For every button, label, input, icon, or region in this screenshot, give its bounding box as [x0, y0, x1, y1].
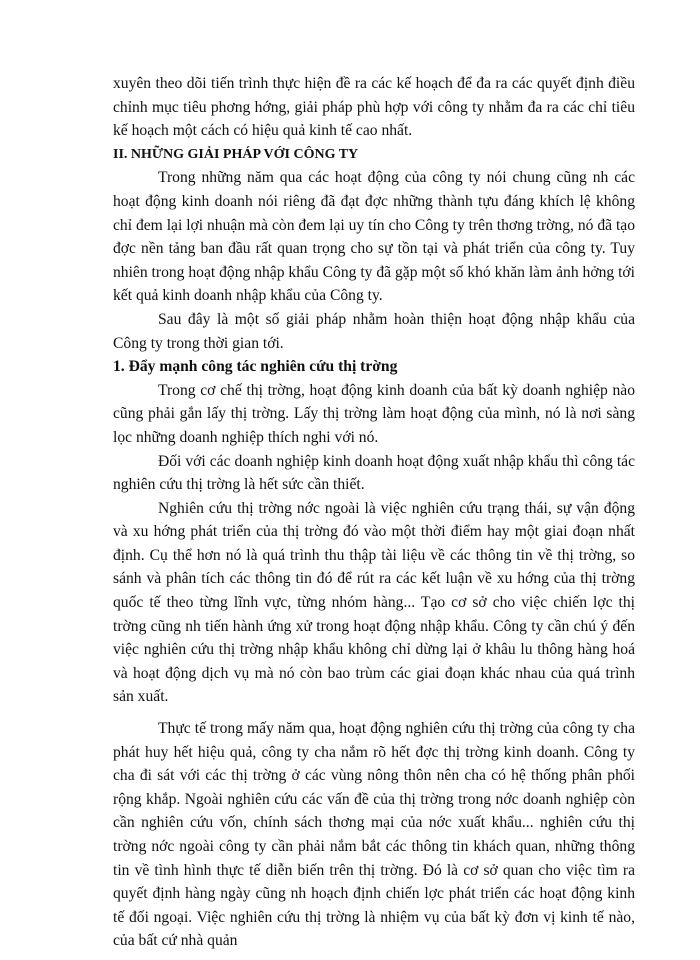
section-heading-ii: II. NHỮNG GIẢI PHÁP VỚI CÔNG TY	[113, 146, 359, 162]
paragraph-foreign-market-research: Nghiên cứu thị trờng nớc ngoài là việc nghiên cứu trạng thái, sự vận động và xu hớng phát triển của thị trờng đó vào một thời điểm hay một giai đoạn nhất định. Cụ thể hơn nó là quá trình thu thập tài liệu về các thông tin về thị trờng, so sánh và phân tích các thông tin đó để rút ra các kết luận về xu hớng của thị trờng quốc tế theo từng lĩnh vực, từng nhóm hàng... Tạo cơ sở cho việc chiến lợc thị trờng cũng nh tiến hành ứng xử trong hoạt động nhập khẩu. Công ty cần chú ý đến việc nghiên cứu thị trờng nhập khẩu không chỉ dừng lại ở khâu lu thông hàng hoá và hoạt động dịch vụ mà nó còn bao trùm các giai đoạn khác nhau của quá trình sản xuất.	[113, 499, 635, 706]
subsection-heading-1: 1. Đẩy mạnh công tác nghiên cứu thị trờng	[113, 358, 398, 376]
document-page	[113, 72, 635, 953]
paragraph-reality: Thực tế trong mấy năm qua, hoạt động nghiên cứu thị trờng của công ty cha phát huy hết hiệu quả, công ty cha nắm rõ hết đợc thị trờng kinh doanh. Công ty cha đi sát với các thị trờng ở các vùng nông thôn nên cha có hệ thống phân phối rộng khắp. Ngoài nghiên cứu các vấn đề của thị trờng trong nớc doanh nghiệp còn cần nghiên cứu vốn, chính sách thơng mại của nớc xuất khẩu... nghiên cứu thị trờng nớc ngoài công ty cần phải nắm bắt các thông tin khách quan, những thông tin về tình hình thực tế diễn biến trên thị trờng. Đó là cơ sở quan cho việc tìm ra quyết định hàng ngày cũng nh hoạch định chiến lợc phát triển các hoạt động kinh tế đối ngoại. Việc nghiên cứu thị trờng là nhiệm vụ của bất kỳ đơn vị kinh tế nào, của bất cứ nhà quản	[113, 720, 635, 950]
paragraph-intro: Trong những năm qua các hoạt động của công ty nói chung cũng nh các hoạt động kinh doanh nói riêng đã đạt đợc những thành tựu đáng khích lệ không chỉ đem lại lợi nhuận mà còn đem lại uy tín cho Công ty trên thơng trờng, nó đã tạo đợc nền tảng ban đầu rất quan trọng cho sự tồn tại và phát triển của công ty. Tuy nhiên trong hoạt động nhập khẩu Công ty đã gặp một số khó khăn làm ảnh hởng tới kết quả kinh doanh nhập khẩu của Công ty.	[113, 169, 635, 305]
paragraph-solutions-lead: Sau đây là một số giải pháp nhằm hoàn thiện hoạt động nhập khẩu của Công ty trong thời gian tới.	[113, 310, 635, 352]
paragraph-continuation: xuyên theo dõi tiến trình thực hiện đề ra các kế hoạch để đa ra các quyết định điều chỉnh mục tiêu phơng hớng, giải pháp phù hợp với công ty nhằm đa ra các chỉ tiêu kế hoạch một cách có hiệu quả kinh tế cao nhất.	[113, 75, 635, 140]
paragraph-import-export: Đối với các doanh nghiệp kinh doanh hoạt động xuất nhập khẩu thì công tác nghiên cứu thị trờng là hết sức cần thiết.	[113, 452, 635, 494]
paragraph-market-mechanism: Trong cơ chế thị trờng, hoạt động kinh doanh của bất kỳ doanh nghiệp nào cũng phải gắn lấy thị trờng. Lấy thị trờng làm hoạt động của mình, nó là nơi sàng lọc những doanh nghiệp thích nghi với nó.	[113, 381, 635, 446]
